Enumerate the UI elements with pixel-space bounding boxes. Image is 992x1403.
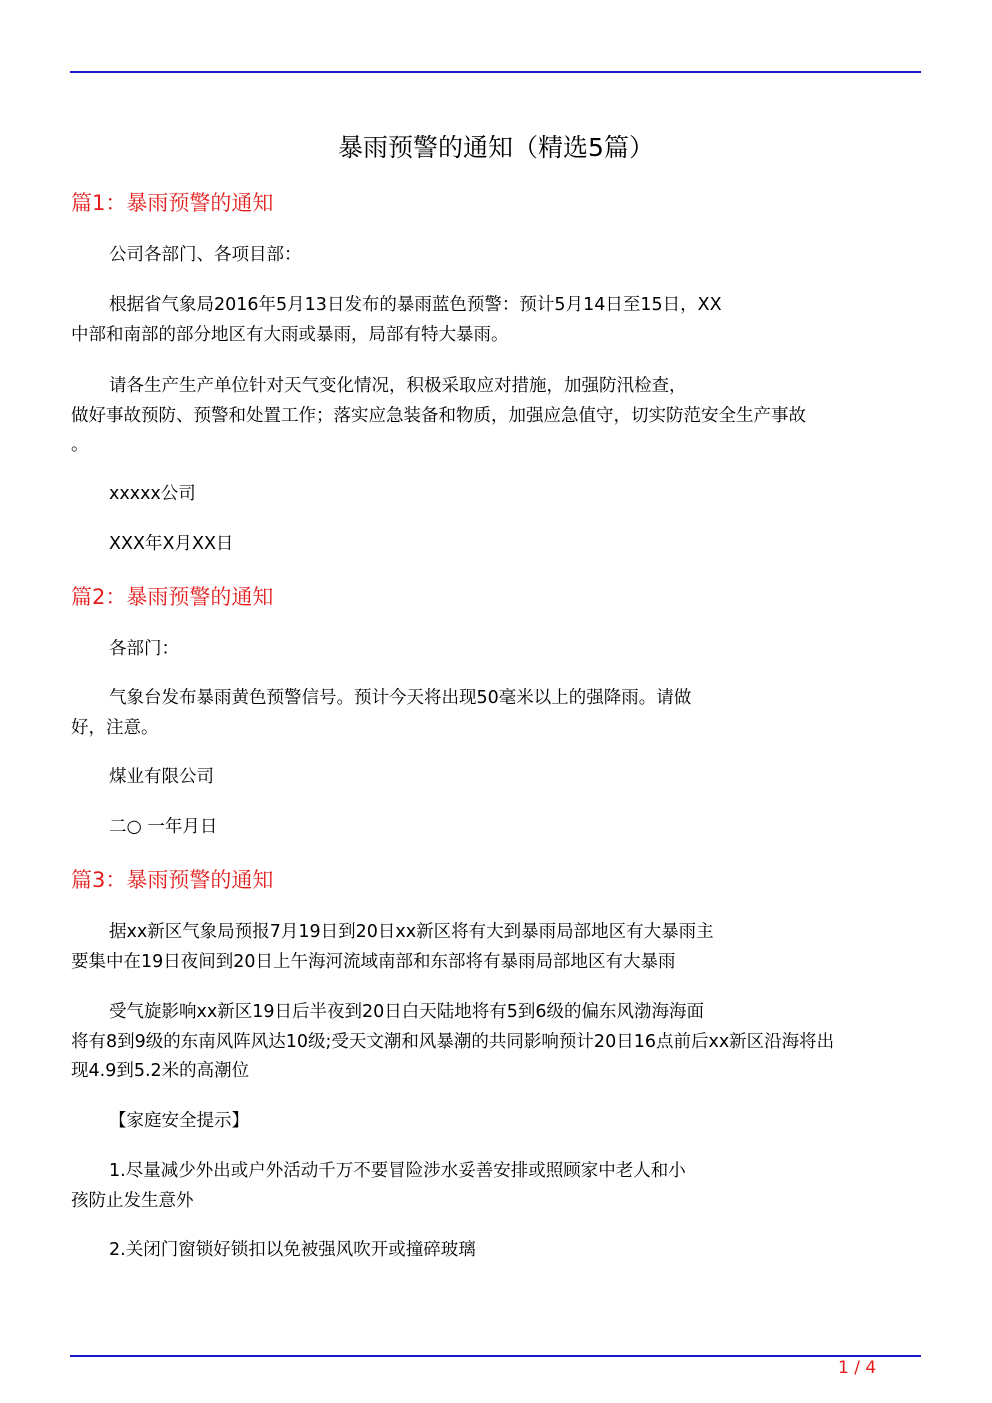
paragraph-line: 中部和南部的部分地区有大雨或暴雨，局部有特大暴雨。 bbox=[71, 324, 509, 345]
header-rule bbox=[70, 71, 921, 73]
paragraph-line: 【家庭安全提示】 bbox=[109, 1111, 249, 1131]
paragraph-line: 孩防止发生意外 bbox=[71, 1190, 194, 1211]
paragraph-line: 好，注意。 bbox=[71, 717, 159, 738]
paragraph-line: 2.关闭门窗锁好锁扣以免被强风吹开或撞碎玻璃 bbox=[109, 1240, 476, 1260]
paragraph bbox=[71, 480, 921, 510]
paragraph-line: 。 bbox=[71, 435, 89, 455]
footer-rule bbox=[70, 1355, 921, 1357]
paragraph bbox=[71, 684, 921, 743]
paragraph bbox=[71, 291, 921, 350]
paragraph bbox=[71, 372, 921, 461]
paragraph-line: 做好事故预防、预警和处置工作；落实应急装备和物质，加强应急值守，切实防范安全生产事故 bbox=[71, 405, 806, 426]
section-heading: 篇2：暴雨预警的通知 bbox=[71, 585, 274, 609]
paragraph-line: 据xx新区气象局预报7月19日到20日xx新区将有大到暴雨局部地区有大暴雨主 bbox=[109, 922, 714, 942]
paragraph-line: 气象台发布暴雨黄色预警信号。预计今天将出现50毫米以上的强降雨。请做 bbox=[109, 688, 692, 708]
page-number: 1 / 4 bbox=[838, 1358, 877, 1378]
paragraph-line: 要集中在19日夜间到20日上午海河流域南部和东部将有暴雨局部地区有大暴雨 bbox=[71, 951, 676, 972]
paragraph-line: 受气旋影响xx新区19日后半夜到20日白天陆地将有5到6级的偏东风渤海海面 bbox=[109, 1002, 705, 1022]
section-heading: 篇3：暴雨预警的通知 bbox=[71, 868, 274, 892]
paragraph bbox=[71, 813, 921, 843]
paragraph bbox=[71, 1107, 921, 1137]
paragraph-line: xxxxx公司 bbox=[109, 484, 196, 504]
paragraph-line: 将有8到9级的东南风阵风达10级;受天文潮和风暴潮的共同影响预计20日16点前后xx新区沿海将出 bbox=[71, 1031, 835, 1052]
paragraph-line: 请各生产生产单位针对天气变化情况，积极采取应对措施，加强防汛检查， bbox=[109, 376, 687, 396]
paragraph bbox=[71, 763, 921, 793]
paragraph bbox=[71, 998, 921, 1087]
paragraph bbox=[71, 241, 921, 271]
paragraph-line: 二○ 一年月日 bbox=[109, 817, 218, 837]
paragraph bbox=[71, 1157, 921, 1216]
paragraph bbox=[71, 530, 921, 560]
paragraph-line: 煤业有限公司 bbox=[109, 767, 214, 787]
paragraph-line: 现4.9到5.2米的高潮位 bbox=[71, 1061, 250, 1081]
paragraph-line: 公司各部门、各项目部： bbox=[109, 245, 302, 265]
paragraph bbox=[71, 918, 921, 977]
paragraph-line: 根据省气象局2016年5月13日发布的暴雨蓝色预警：预计5月14日至15日，XX bbox=[109, 295, 722, 315]
paragraph bbox=[71, 1236, 921, 1266]
section-heading: 篇1：暴雨预警的通知 bbox=[71, 191, 274, 215]
paragraph bbox=[71, 635, 921, 665]
paragraph-line: 1.尽量减少外出或户外活动千万不要冒险涉水妥善安排或照顾家中老人和小 bbox=[109, 1161, 686, 1181]
paragraph-line: 各部门： bbox=[109, 639, 179, 659]
document-title: 暴雨预警的通知（精选5篇） bbox=[338, 133, 654, 162]
paragraph-line: XXX年X月XX日 bbox=[109, 534, 234, 554]
